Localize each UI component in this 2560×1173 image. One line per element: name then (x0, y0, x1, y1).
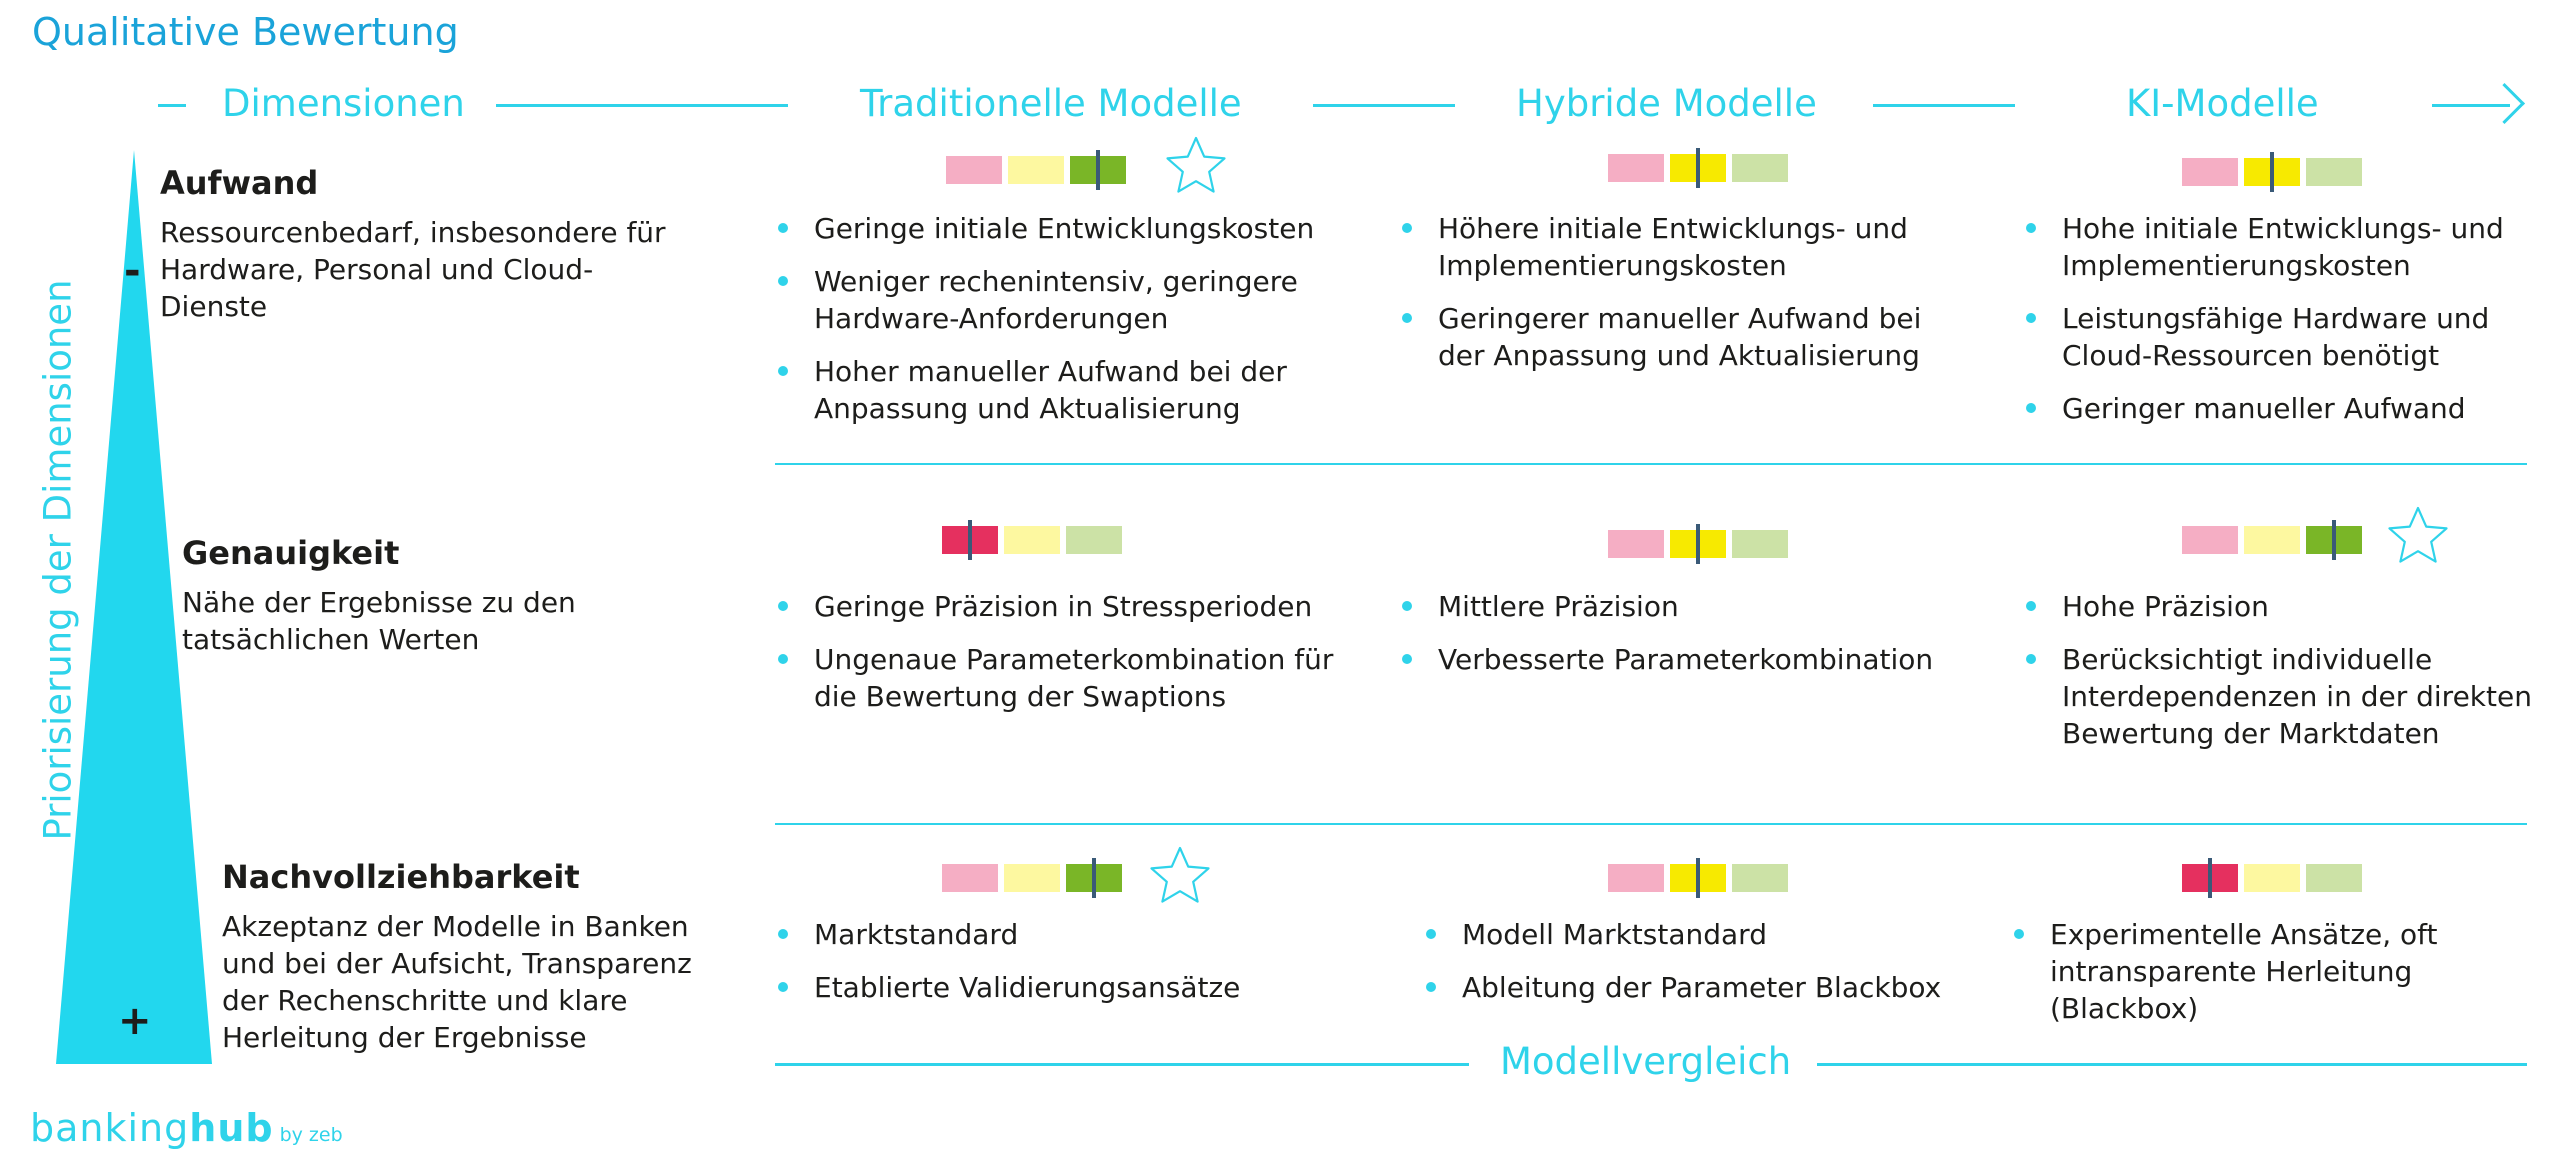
column-header-hybrid: Hybride Modelle (1516, 82, 1817, 125)
list-item: Verbesserte Parameterkombination (1400, 641, 1960, 678)
dimension-description-nachvollziehbarkeit: Akzeptanz der Modelle in Banken und bei der Aufsicht, Transparenz der Rechenschritte und klare Herleitung der Ergebnisse (222, 910, 692, 1054)
rating-gauge (1608, 530, 1790, 558)
list-item: Hoher manueller Aufwand bei der Anpassung und Aktualisierung (776, 353, 1336, 427)
list-item: Mittlere Präzision (1400, 588, 1960, 625)
list-item: Etablierte Validierungsansätze (776, 969, 1336, 1006)
rating-segment (1732, 154, 1788, 182)
logo-part2: hub (189, 1106, 274, 1150)
header-line-segment (158, 104, 186, 107)
list-item: Weniger rechenintensiv, geringere Hardware-Anforderungen (776, 263, 1336, 337)
header-line-segment (1313, 104, 1455, 107)
rating-needle (968, 520, 972, 560)
rating-segment (2306, 864, 2362, 892)
list-item: Hohe initiale Entwicklungs- und Implementierungskosten (2024, 210, 2544, 284)
dimension-description-aufwand: Ressourcenbedarf, insbesondere für Hardware, Personal und Cloud-Dienste (160, 216, 666, 323)
rating-needle (1696, 148, 1700, 188)
rating-gauge (942, 526, 1124, 554)
priority-axis-label: Priorisierung der Dimensionen (36, 279, 80, 841)
rating-segment (1732, 864, 1788, 892)
list-item: Ableitung der Parameter Blackbox (1424, 969, 1984, 1006)
list-item: Experimentelle Ansätze, oft intransparente Herleitung (Blackbox) (2012, 916, 2532, 1027)
column-header-traditional: Traditionelle Modelle (860, 82, 1242, 125)
bullet-list (2012, 916, 2532, 1043)
rating-segment (2244, 864, 2300, 892)
list-item: Geringe Präzision in Stressperioden (776, 588, 1336, 625)
row-separator (775, 463, 2527, 465)
rating-needle (2270, 152, 2274, 192)
rating-segment (1004, 526, 1060, 554)
rating-segment (1004, 864, 1060, 892)
rating-segment (2244, 526, 2300, 554)
dimension-description-genauigkeit: Nähe der Ergebnisse zu den tatsächlichen Werten (182, 586, 576, 656)
minus-sign: - (124, 248, 141, 294)
rating-segment (1608, 864, 1664, 892)
rating-needle (2332, 520, 2336, 560)
rating-needle (2208, 858, 2212, 898)
rating-segment (1008, 156, 1064, 184)
rating-segment (946, 156, 1002, 184)
list-item: Modell Marktstandard (1424, 916, 1984, 953)
header-line-segment (496, 104, 788, 107)
list-item: Leistungsfähige Hardware und Cloud-Ressourcen benötigt (2024, 300, 2544, 374)
dimension-name-nachvollziehbarkeit: Nachvollziehbarkeit (222, 858, 580, 896)
footer-label: Modellvergleich (1500, 1040, 1792, 1083)
list-item: Marktstandard (776, 916, 1336, 953)
bullet-list (776, 210, 1336, 443)
rating-needle (1092, 858, 1096, 898)
rating-segment (2182, 526, 2238, 554)
list-item: Ungenaue Parameterkombination für die Bewertung der Swaptions (776, 641, 1336, 715)
list-item: Geringer manueller Aufwand (2024, 390, 2544, 427)
star-icon (2386, 504, 2450, 568)
footer-line-right (1817, 1063, 2527, 1066)
rating-gauge (2182, 526, 2364, 554)
list-item: Berücksichtigt individuelle Interdependenzen in der direkten Bewertung der Marktdaten (2024, 641, 2544, 752)
rating-gauge (2182, 864, 2364, 892)
dimension-name-genauigkeit: Genauigkeit (182, 534, 400, 572)
star-icon (1164, 134, 1228, 198)
logo-suffix: by zeb (279, 1124, 343, 1146)
header-dimensions: Dimensionen (222, 82, 465, 125)
list-item: Geringe initiale Entwicklungskosten (776, 210, 1336, 247)
page-title: Qualitative Bewertung (32, 10, 459, 54)
bullet-list (776, 588, 1336, 731)
rating-gauge (2182, 158, 2364, 186)
dimension-name-aufwand: Aufwand (160, 164, 319, 202)
arrow-right-icon (2484, 83, 2525, 124)
rating-segment (1608, 154, 1664, 182)
column-header-ki: KI-Modelle (2126, 82, 2319, 125)
footer-line-left (775, 1063, 1469, 1066)
list-item: Hohe Präzision (2024, 588, 2544, 625)
rating-gauge (942, 864, 1124, 892)
bullet-list (1424, 916, 1984, 1022)
star-icon (1148, 844, 1212, 908)
rating-gauge (1608, 864, 1790, 892)
rating-segment (2182, 158, 2238, 186)
list-item: Höhere initiale Entwicklungs- und Implementierungskosten (1400, 210, 1960, 284)
rating-segment (942, 864, 998, 892)
rating-needle (1696, 858, 1700, 898)
rating-needle (1096, 150, 1100, 190)
plus-sign: + (118, 998, 152, 1044)
logo-part1: banking (30, 1106, 190, 1150)
row-separator (775, 823, 2527, 825)
bankinghub-logo (30, 1106, 343, 1150)
rating-segment (1066, 526, 1122, 554)
rating-segment (2306, 158, 2362, 186)
header-line-segment (1873, 104, 2015, 107)
bullet-list (2024, 210, 2544, 443)
bullet-list (1400, 588, 1960, 694)
rating-segment (1608, 530, 1664, 558)
bullet-list (776, 916, 1336, 1022)
bullet-list (1400, 210, 1960, 390)
rating-gauge (946, 156, 1128, 184)
rating-needle (1696, 524, 1700, 564)
list-item: Geringerer manueller Aufwand bei der Anpassung und Aktualisierung (1400, 300, 1960, 374)
rating-gauge (1608, 154, 1790, 182)
bullet-list (2024, 588, 2544, 768)
rating-segment (1732, 530, 1788, 558)
